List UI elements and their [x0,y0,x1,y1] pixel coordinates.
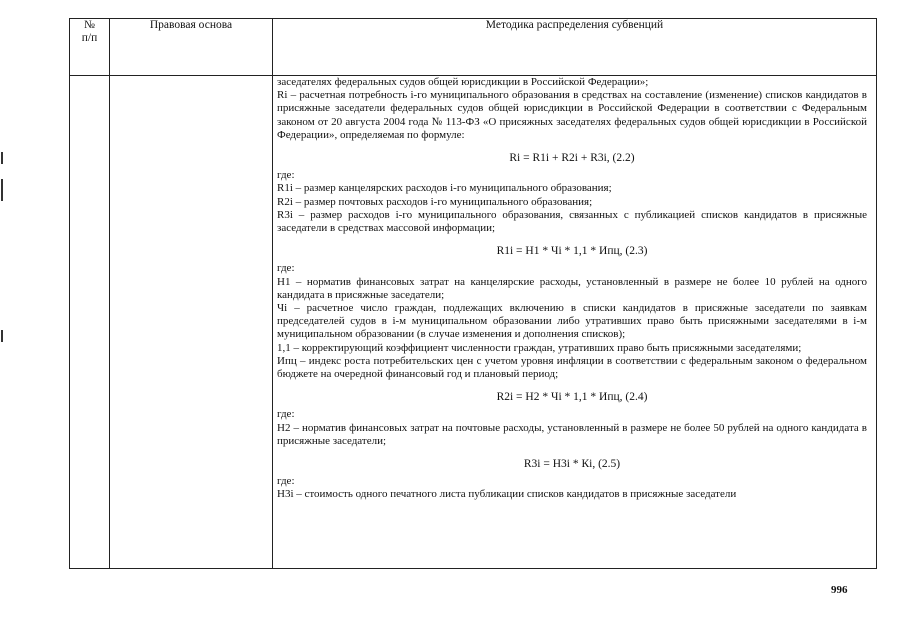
scan-margin-mark [1,330,3,342]
header-method [273,19,877,76]
scan-margin-mark [1,179,3,201]
method-paragraph: R2i – размер почтовых расходов i-го муниципального образования; [277,195,593,208]
header-legal-basis [110,19,273,76]
method-paragraph: где: [277,408,295,421]
header-legal-basis-label: Правовая основа [149,19,233,31]
method-paragraph: заседателях федеральных судов общей юрисдикции в Российской Федерации»; [277,76,649,88]
formula-line: R2i = Н2 * Чi * 1,1 * Ипц, (2.4) [496,391,648,404]
method-paragraph: Чi – расчетное число граждан, подлежащих включению в списки кандидатов в присяжные заседатели по заявкам председателей судов в i-м муниципальном образовании либо утративших право быть присяжными заседателями в i-м муниципальном образовании (в случае изменения и дополнения списков); [277,302,867,341]
method-paragraph: R1i – размер канцелярских расходов i-го муниципального образования; [277,182,612,195]
scan-margin-mark [1,152,3,164]
method-paragraph: 1,1 – корректирующий коэффициент численности граждан, утративших право быть присяжными заседателями; [277,341,802,354]
formula-line: Ri = R1i + R2i + R3i, (2.2) [509,152,635,165]
method-paragraph: R3i – размер расходов i-го муниципального образования, связанных с публикацией списков кандидатов в присяжные заседатели в средствах массовой информации; [277,208,867,235]
cell-method [273,76,877,569]
table-header-row [70,19,877,76]
method-paragraph: Н1 – норматив финансовых затрат на канцелярские расходы, установленный в размере не более 10 рублей на одного кандидата в присяжные заседатели; [277,275,867,301]
method-text [273,76,876,568]
method-paragraph: где: [277,262,295,275]
header-number-label: № п/п [81,19,98,44]
method-paragraph: где: [277,169,295,182]
method-paragraph: Ri – расчетная потребность i-го муниципального образования в средствах на составление (изменение) списков кандидатов в присяжные заседатели федеральных судов общей юрисдикции в Российской Федерации в соответствии с Федеральным законом от 20 августа 2004 года № 113-ФЗ «О присяжных заседателях федеральных судов общей юрисдикции в Российской Федерации», определяемая по формуле: [277,89,867,141]
header-method-label: Методика распределения субвенций [485,19,664,31]
method-paragraph: Н2 – норматив финансовых затрат на почтовые расходы, установленный в размере не более 50 рублей на одного кандидата в присяжные заседатели; [277,421,867,447]
method-paragraph: Н3i – стоимость одного печатного листа публикации списков кандидатов в присяжные заседатели [277,488,737,501]
method-paragraph: Ипц – индекс роста потребительских цен с учетом уровня инфляции в соответствии с федеральным законом о федеральном бюджете на очередной финансовый год и плановый период; [277,354,867,381]
header-number [70,19,110,76]
formula-line: R3i = Н3i * Кi, (2.5) [523,458,621,471]
subvention-method-table [69,18,877,569]
method-paragraph: где: [277,475,295,488]
cell-legal-basis [110,76,273,569]
table-row [70,76,877,569]
page-number: 996 [831,584,848,596]
cell-number [70,76,110,569]
formula-line: R1i = Н1 * Чi * 1,1 * Ипц, (2.3) [496,245,648,258]
